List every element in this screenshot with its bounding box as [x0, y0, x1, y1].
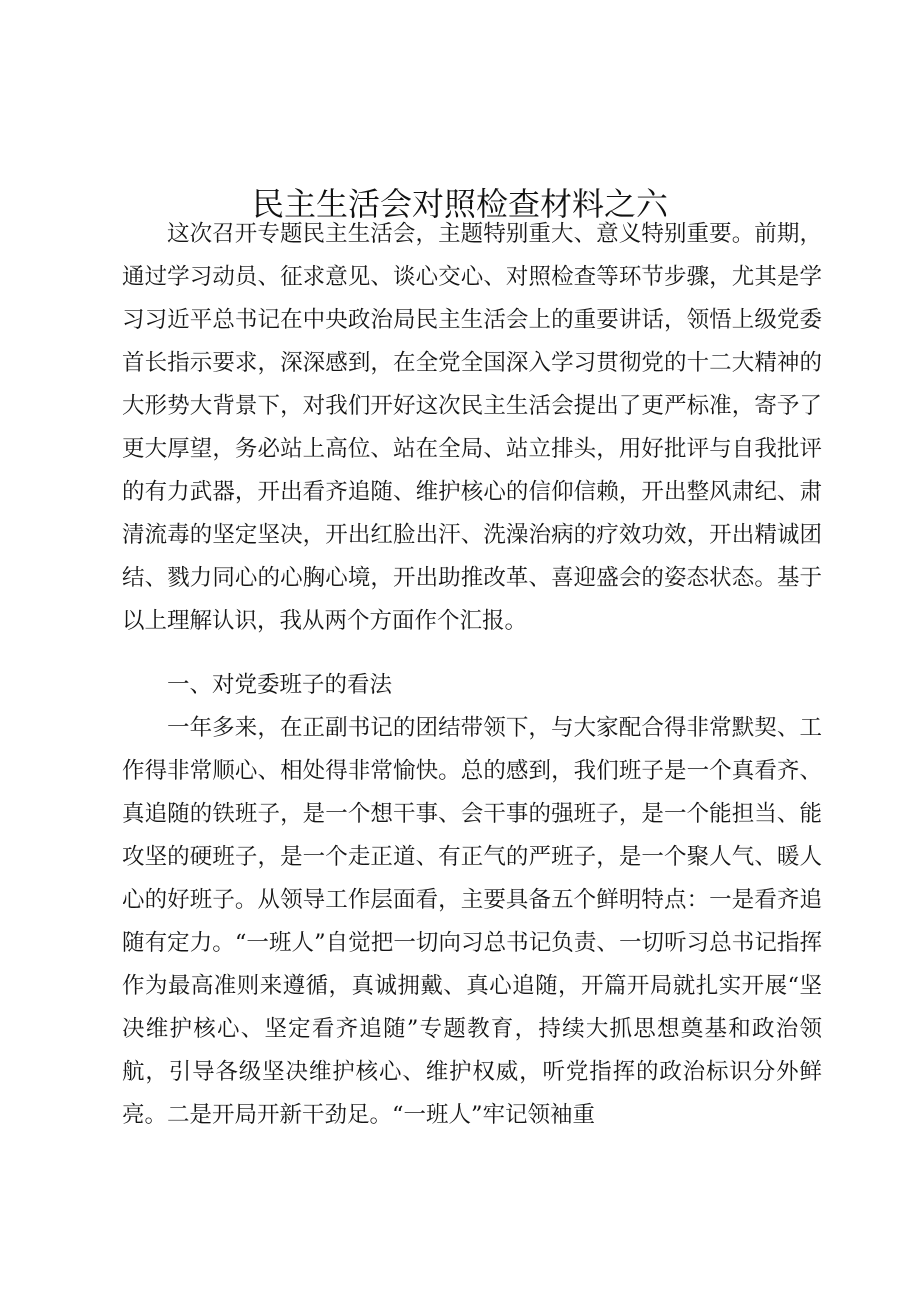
- intro-paragraph: 这次召开专题民主生活会，主题特别重大、意义特别重要。前期，通过学习动员、征求意见、谈心交心、对照检查等环节步骤，尤其是学习习近平总书记在中央政治局民主生活会上的重要讲话，领悟上级党委首长指示要求，深深感到，在全党全国深入学习贯彻党的十二大精神的大形势大背景下，对我们开好这次民主生活会提出了更严标准，寄予了更大厚望，务必站上高位、站在全局、站立排头，用好批评与自我批评的有力武器，开出看齐追随、维护核心的信仰信赖，开出整风肃纪、肃清流毒的坚定坚决，开出红脸出汗、洗澡治病的疗效功效，开出精诚团结、戮力同心的心胸心境，开出助推改革、喜迎盛会的姿态状态。基于以上理解认识，我从两个方面作个汇报。: [122, 221, 822, 634]
- section-heading: 一、对党委班子的看法: [167, 672, 393, 698]
- section-paragraph: 一年多来，在正副书记的团结带领下，与大家配合得非常默契、工作得非常顺心、相处得非常愉快。总的感到，我们班子是一个真看齐、真追随的铁班子，是一个想干事、会干事的强班子，是一个能担当、能攻坚的硬班子，是一个走正道、有正气的严班子，是一个聚人气、暖人心的好班子。从领导工作层面看，主要具备五个鲜明特点：一是看齐追随有定力。“一班人”自觉把一切向习总书记负责、一切听习总书记指挥作为最高准则来遵循，真诚拥戴、真心追随，开篇开局就扎实开展“坚决维护核心、坚定看齐追随”专题教育，持续大抓思想奠基和政治领航，引导各级坚决维护核心、维护权威，听党指挥的政治标识分外鲜亮。二是开局开新干劲足。“一班人”牢记领袖重: [122, 715, 822, 1128]
- document-title: 民主生活会对照检查材料之六: [251, 185, 668, 223]
